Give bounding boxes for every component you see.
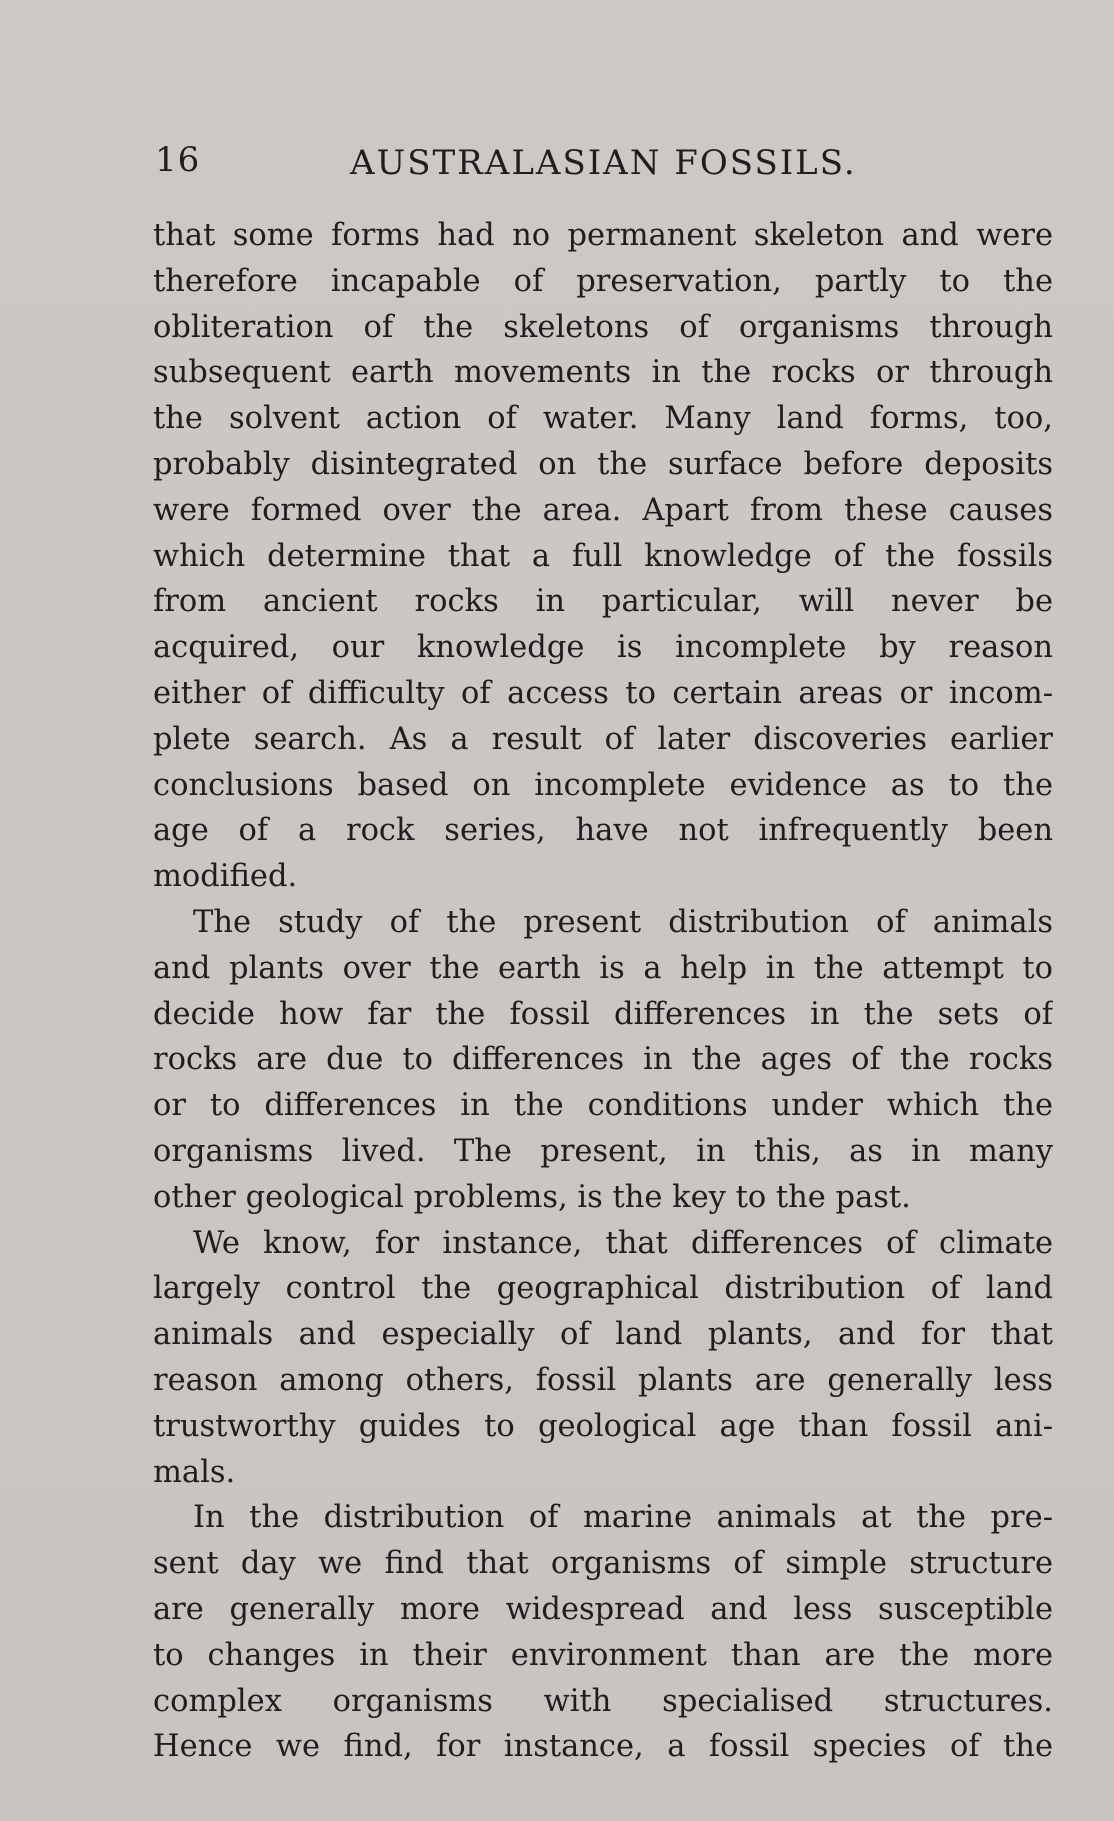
text-line: mals. [153, 1454, 236, 1490]
body-text [153, 213, 1053, 1770]
text-line: are generally more widespread and less susceptible [153, 1591, 1053, 1627]
text-line: modified. [153, 859, 298, 895]
text-line: obliteration of the skeletons of organisms through [153, 309, 1053, 345]
text-line: from ancient rocks in particular, will never be [153, 584, 1053, 620]
running-head [155, 140, 1055, 190]
text-line: that some forms had no permanent skeleton and were [153, 218, 1053, 253]
text-line: In the distribution of marine animals at the pre- [193, 1500, 1053, 1536]
text-line: subsequent earth movements in the rocks or through [153, 355, 1053, 391]
text-line: largely control the geographical distribution of land [153, 1271, 1053, 1307]
text-line: rocks are due to differences in the ages of the rocks [153, 1042, 1053, 1078]
text-line: therefore incapable of preservation, partly to the [153, 263, 1053, 299]
text-line: sent day we find that organisms of simple structure [153, 1546, 1053, 1582]
text-line: Hence we find, for instance, a fossil species of the [153, 1729, 1053, 1765]
text-line: were formed over the area. Apart from these causes [153, 492, 1053, 528]
text-line: other geological problems, is the key to the past. [153, 1179, 911, 1215]
text-line: We know, for instance, that differences of climate [193, 1225, 1053, 1261]
text-line: and plants over the earth is a help in the attempt to [153, 950, 1053, 986]
text-line: animals and especially of land plants, and for that [153, 1317, 1053, 1353]
text-line: probably disintegrated on the surface before deposits [153, 446, 1053, 482]
text-line: conclusions based on incomplete evidence as to the [153, 767, 1053, 803]
page-number: 16 [155, 140, 201, 180]
text-line: acquired, our knowledge is incomplete by reason [153, 630, 1053, 666]
text-line: reason among others, fossil plants are generally less [153, 1362, 1053, 1398]
text-line: or to differences in the conditions under which the [153, 1088, 1053, 1124]
text-line: either of difficulty of access to certain areas or incom- [153, 675, 1053, 711]
text-line: to changes in their environment than are the more [153, 1637, 1053, 1673]
text-line: organisms lived. The present, in this, as in many [153, 1133, 1053, 1169]
text-line: the solvent action of water. Many land forms, too, [153, 401, 1053, 437]
text-line: age of a rock series, have not infrequently been [153, 813, 1053, 849]
text-line: The study of the present distribution of animals [193, 904, 1053, 940]
text-line: trustworthy guides to geological age than fossil ani- [153, 1408, 1053, 1444]
text-line: plete search. As a result of later discoveries earlier [153, 721, 1053, 757]
running-title: AUSTRALASIAN FOSSILS. [350, 143, 857, 183]
text-line: which determine that a full knowledge of the fossils [153, 538, 1053, 574]
text-line: complex organisms with specialised structures. [153, 1683, 1053, 1719]
text-line: decide how far the fossil differences in the sets of [153, 996, 1053, 1032]
